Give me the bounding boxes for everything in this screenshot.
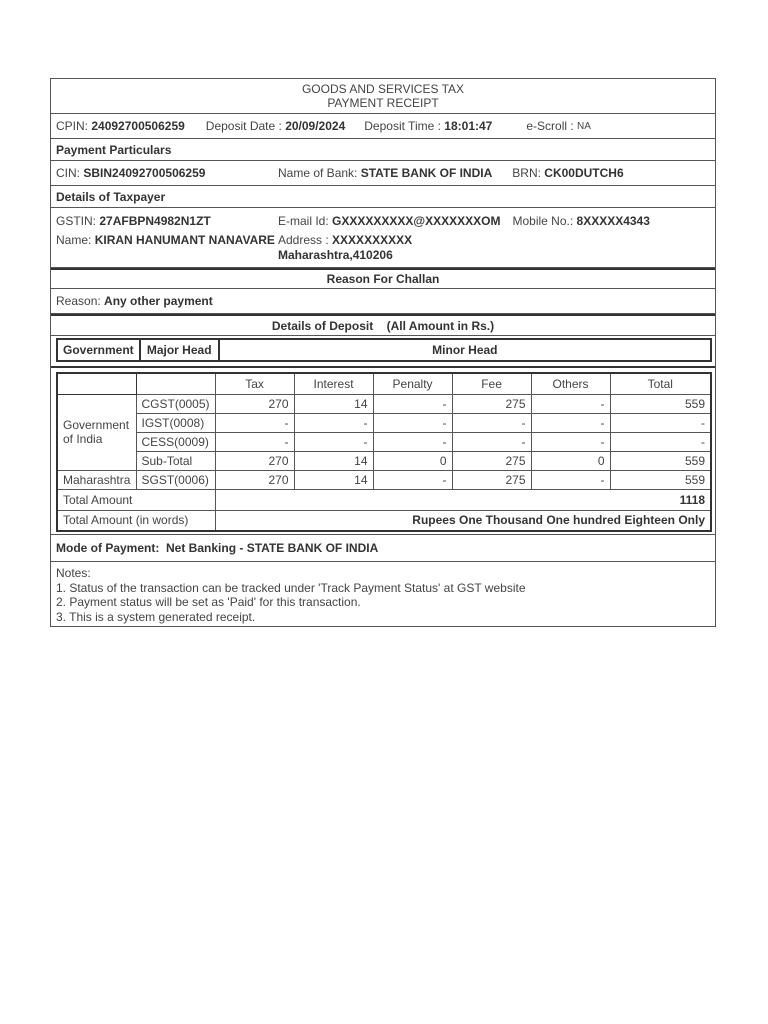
taxpayer-details bbox=[51, 208, 715, 268]
address-label: Address : bbox=[278, 233, 329, 247]
igst-head: IGST(0008) bbox=[136, 413, 215, 432]
receipt-title-line1: GOODS AND SERVICES TAX bbox=[301, 82, 465, 96]
minor-head-header: Minor Head bbox=[432, 343, 498, 357]
name-label: Name: bbox=[56, 233, 92, 247]
cess-fee: - bbox=[452, 432, 531, 451]
cgst-others: - bbox=[531, 394, 610, 413]
subtotal-head: Sub-Total bbox=[136, 451, 215, 470]
email-label: E-mail Id: bbox=[278, 214, 329, 228]
mobile-value: 8XXXXX4343 bbox=[576, 214, 650, 228]
taxpayer-left bbox=[56, 212, 278, 250]
subtotal-interest: 14 bbox=[294, 451, 373, 470]
taxpayer-title: Details of Taxpayer bbox=[56, 189, 166, 204]
receipt-title-line2: PAYMENT RECEIPT bbox=[327, 96, 439, 110]
cin-label: CIN: bbox=[56, 166, 80, 180]
address-field bbox=[278, 233, 650, 248]
payment-particulars-heading bbox=[51, 139, 715, 161]
table-row bbox=[57, 413, 711, 432]
total-amount-label: Total Amount bbox=[57, 489, 215, 510]
cgst-head: CGST(0005) bbox=[136, 394, 215, 413]
notes-section bbox=[51, 562, 715, 626]
igst-penalty: - bbox=[373, 413, 452, 432]
sgst-tax: 270 bbox=[215, 470, 294, 489]
gstin-field bbox=[56, 212, 278, 231]
deposit-date-label: Deposit Date : bbox=[205, 119, 282, 133]
igst-tax: - bbox=[215, 413, 294, 432]
sgst-interest: 14 bbox=[294, 470, 373, 489]
bank-value: STATE BANK OF INDIA bbox=[360, 166, 493, 180]
cess-total: - bbox=[610, 432, 711, 451]
col-others: Others bbox=[531, 373, 610, 394]
notes-title: Notes: bbox=[56, 566, 91, 580]
cgst-tax: 270 bbox=[215, 394, 294, 413]
deposit-time-value: 18:01:47 bbox=[444, 119, 493, 133]
cgst-total: 559 bbox=[610, 394, 711, 413]
deposit-date-value: 20/09/2024 bbox=[285, 119, 346, 133]
table-row bbox=[57, 451, 711, 470]
gstin-value: 27AFBPN4982N1ZT bbox=[99, 214, 211, 228]
cess-interest: - bbox=[294, 432, 373, 451]
payment-particulars-label: Payment Particulars bbox=[56, 142, 172, 157]
brn-value: CK00DUTCH6 bbox=[544, 166, 624, 180]
reason-value: Any other payment bbox=[104, 294, 213, 308]
col-fee: Fee bbox=[452, 373, 531, 394]
col-penalty: Penalty bbox=[373, 373, 452, 394]
note-item: 3. This is a system generated receipt. bbox=[56, 609, 256, 624]
sgst-fee: 275 bbox=[452, 470, 531, 489]
cgst-fee: 275 bbox=[452, 394, 531, 413]
cess-penalty: - bbox=[373, 432, 452, 451]
cess-tax: - bbox=[215, 432, 294, 451]
note-item: 2. Payment status will be set as 'Paid' for this transaction. bbox=[56, 595, 361, 609]
col-interest: Interest bbox=[294, 373, 373, 394]
address-line2: Maharashtra,410206 bbox=[278, 248, 393, 262]
escroll-label: e-Scroll : bbox=[526, 119, 574, 133]
reason-heading bbox=[51, 268, 715, 289]
total-amount-row bbox=[57, 489, 711, 510]
igst-fee: - bbox=[452, 413, 531, 432]
cin-row bbox=[51, 161, 715, 186]
table-row bbox=[57, 394, 711, 413]
cpin-row bbox=[51, 114, 715, 139]
escroll-value: NA bbox=[577, 120, 591, 132]
deposit-table bbox=[56, 372, 712, 532]
reason-row bbox=[51, 289, 715, 314]
name-field bbox=[56, 231, 278, 250]
cess-others: - bbox=[531, 432, 610, 451]
gstin-label: GSTIN: bbox=[56, 214, 97, 228]
igst-others: - bbox=[531, 413, 610, 432]
cin-field bbox=[56, 166, 278, 180]
note-item: 1. Status of the transaction can be tracked under 'Track Payment Status' at GST website bbox=[56, 580, 526, 595]
subtotal-tax: 270 bbox=[215, 451, 294, 470]
total-words-label: Total Amount (in words) bbox=[57, 510, 215, 531]
government-header: Government bbox=[63, 343, 134, 357]
address-value: XXXXXXXXXX bbox=[332, 233, 413, 247]
total-words-row bbox=[57, 510, 711, 531]
deposit-title: Details of Deposit bbox=[271, 318, 374, 333]
gov-india-cell: Government of India bbox=[57, 394, 136, 470]
col-total: Total bbox=[610, 373, 711, 394]
igst-total: - bbox=[610, 413, 711, 432]
deposit-note: (All Amount in Rs.) bbox=[386, 318, 495, 333]
state-cell: Maharashtra bbox=[57, 470, 136, 489]
reason-label: Reason: bbox=[56, 294, 101, 308]
subtotal-fee: 275 bbox=[452, 451, 531, 470]
head-table-wrap bbox=[51, 336, 715, 366]
subtotal-penalty: 0 bbox=[373, 451, 452, 470]
taxpayer-heading bbox=[51, 186, 715, 208]
table-row bbox=[57, 470, 711, 489]
cin-value: SBIN24092700506259 bbox=[83, 166, 206, 180]
mode-value: Net Banking - STATE BANK OF INDIA bbox=[166, 541, 379, 555]
major-head-header: Major Head bbox=[146, 343, 212, 357]
cess-head: CESS(0009) bbox=[136, 432, 215, 451]
subtotal-total: 559 bbox=[610, 451, 711, 470]
receipt-header bbox=[51, 79, 715, 114]
sgst-total: 559 bbox=[610, 470, 711, 489]
sgst-head: SGST(0006) bbox=[136, 470, 215, 489]
subtotal-others: 0 bbox=[531, 451, 610, 470]
sgst-penalty: - bbox=[373, 470, 452, 489]
email-mobile-field bbox=[278, 212, 650, 231]
cgst-interest: 14 bbox=[294, 394, 373, 413]
igst-interest: - bbox=[294, 413, 373, 432]
cpin-value: 24092700506259 bbox=[91, 119, 185, 133]
sgst-others: - bbox=[531, 470, 610, 489]
cpin-label: CPIN: bbox=[56, 119, 89, 133]
deposit-time-label: Deposit Time : bbox=[364, 119, 441, 133]
total-amount-value: 1118 bbox=[679, 492, 705, 507]
table-row bbox=[57, 432, 711, 451]
taxpayer-right bbox=[278, 212, 650, 262]
payment-receipt bbox=[50, 78, 716, 627]
total-words-value: Rupees One Thousand One hundred Eighteen Only bbox=[412, 513, 705, 528]
bank-label: Name of Bank: bbox=[278, 166, 358, 180]
mode-label: Mode of Payment: bbox=[56, 541, 160, 555]
name-value: KIRAN HANUMANT NANAVARE bbox=[94, 233, 275, 247]
col-tax: Tax bbox=[215, 373, 294, 394]
head-table bbox=[56, 338, 712, 362]
email-value: GXXXXXXXXX@XXXXXXXOM bbox=[332, 214, 501, 228]
mode-row bbox=[51, 534, 715, 562]
mobile-label: Mobile No.: bbox=[512, 214, 574, 228]
reason-title: Reason For Challan bbox=[326, 272, 440, 286]
cgst-penalty: - bbox=[373, 394, 452, 413]
deposit-heading bbox=[51, 314, 715, 336]
brn-label: BRN: bbox=[512, 166, 541, 180]
deposit-table-wrap bbox=[51, 366, 715, 534]
deposit-header-row bbox=[57, 373, 711, 394]
